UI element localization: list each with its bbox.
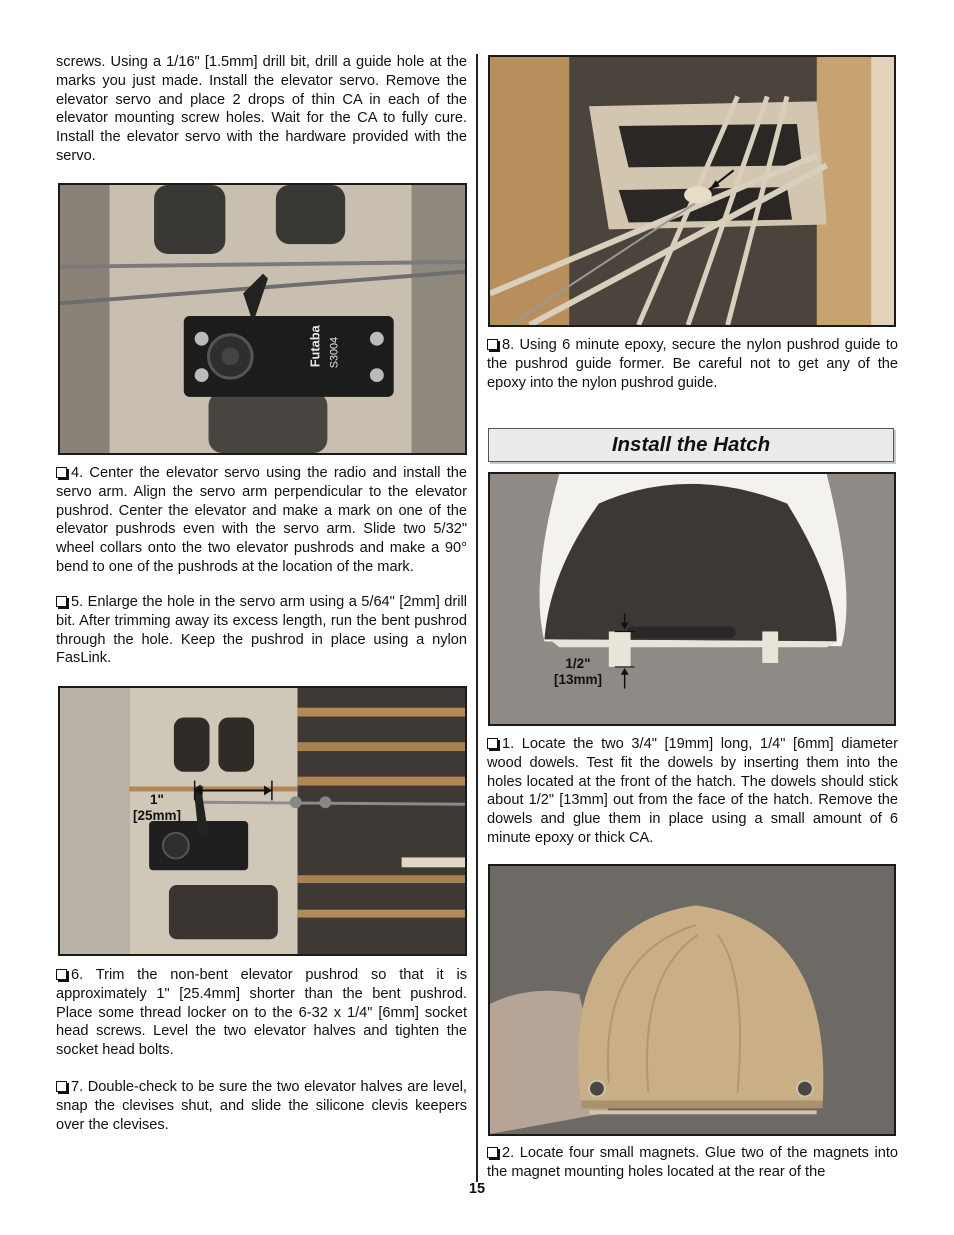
step-7-paragraph: 7. Double-check to be sure the two elevator halves are level, snap the clevises shut, and slide the silicone clevis keepers over the clevises. bbox=[56, 1079, 467, 1133]
step-4-paragraph: 4. Center the elevator servo using the radio and install the servo arm. Align the servo arm perpendicular to the elevator pushrod. Center the elevator and make a mark on one of the elevator pushrods even with the servo arm. Slide two 5/32" wheel collars onto the two elevator pushrods and make a 90° bend to one of the pushrods at the location of the mark. bbox=[56, 465, 467, 575]
checkbox-icon[interactable] bbox=[487, 1147, 498, 1158]
pushrod-measurement-photo bbox=[58, 686, 467, 956]
section-title: Install the Hatch bbox=[611, 433, 771, 456]
hatch-magnets-photo bbox=[488, 864, 896, 1136]
step-6-paragraph: 6. Trim the non-bent elevator pushrod so that it is approximately 1" [25.4mm] shorter than the bent pushrod. Place some thread locker on to the 6-32 x 1/4" [6mm] socket head screws. Level the two elevator halves and tighten the socket head bolts. bbox=[56, 967, 467, 1059]
checkbox-icon[interactable] bbox=[487, 339, 498, 350]
intro-paragraph: screws. Using a 1/16" [1.5mm] drill bit, drill a guide hole at the marks you just made. Install the elevator servo. Remove the elevator servo and place 2 drops of thin CA in each of the elevator mounting screw holes. Wait for the CA to fully cure. Install the elevator servo with the hardware provided with the servo. bbox=[56, 54, 467, 164]
page-number: 15 bbox=[468, 1181, 486, 1197]
checkbox-icon[interactable] bbox=[56, 596, 67, 607]
measurement-callout: 1" [25mm] bbox=[132, 792, 181, 823]
checkbox-icon[interactable] bbox=[56, 467, 67, 478]
servo-brand-label: Futaba bbox=[307, 325, 323, 368]
hatch-step-2-paragraph: 2. Locate four small magnets. Glue two of the magnets into the magnet mounting holes located at the rear of the bbox=[487, 1145, 898, 1180]
hatch-step-1-paragraph: 1. Locate the two 3/4" [19mm] long, 1/4" [6mm] diameter wood dowels. Test fit the dowels by inserting them into the holes located at the front of the hatch. The dowels should stick about 1/2" [13mm] out from the face of the hatch. Remove the dowels and glue them in place using a small amount of 6 minute epoxy or thick CA. bbox=[487, 736, 898, 846]
pushrod-guide-photo bbox=[488, 55, 896, 327]
checkbox-icon[interactable] bbox=[487, 738, 498, 749]
hatch-dowel-callout: 1/2" [13mm] bbox=[553, 656, 602, 687]
elevator-servo-photo bbox=[58, 183, 467, 455]
checkbox-icon[interactable] bbox=[56, 1081, 67, 1092]
hatch-dowels-photo bbox=[488, 472, 896, 726]
checkbox-icon[interactable] bbox=[56, 969, 67, 980]
servo-model-label: S3004 bbox=[328, 336, 341, 369]
step-5-paragraph: 5. Enlarge the hole in the servo arm using a 5/64" [2mm] drill bit. After trimming away its excess length, run the bent pushrod through the hole. Keep the pushrod in place using a nylon FasLink. bbox=[56, 594, 467, 667]
column-divider bbox=[476, 54, 478, 1182]
step-8-paragraph: 8. Using 6 minute epoxy, secure the nylon pushrod guide to the pushrod guide former. Be careful not to get any of the epoxy into the nylon pushrod guide. bbox=[487, 337, 898, 391]
section-heading bbox=[488, 428, 894, 462]
